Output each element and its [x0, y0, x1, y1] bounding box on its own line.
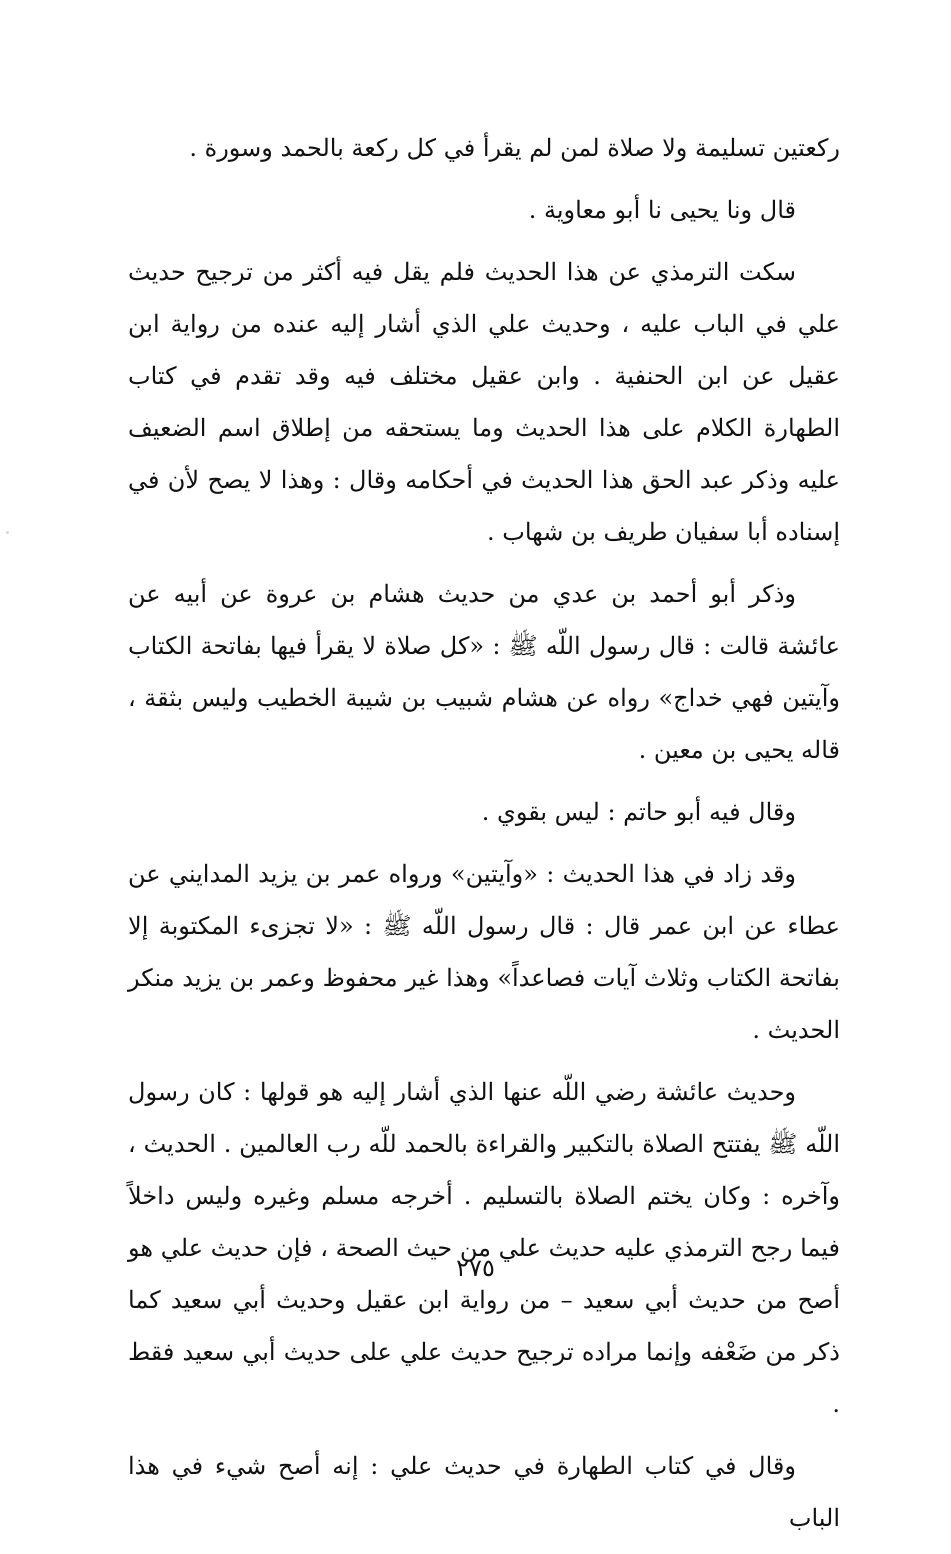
paragraph-continuation: ركعتين تسليمة ولا صلاة لمن لم يقرأ في كل ركعة بالحمد وسورة . [189, 134, 840, 162]
scan-speck [6, 531, 9, 534]
paragraph-tirmidhi-silence: سكت الترمذي عن هذا الحديث فلم يقل فيه أكثر من ترجيح حديث علي في الباب عليه ، وحديث علي الذي أشار إليه عنده من رواية ابن عقيل عن ابن الحنفية . وابن عقيل مختلف فيه وقد تقدم في كتاب الطهارة الكلام على هذا الحديث وما يستحقه من إطلاق اسم الضعيف عليه وذكر عبد الحق هذا الحديث في أحكامه وقال : وهذا لا يصح لأن في إسناده أبا سفيان طريف بن شهاب . [128, 258, 840, 546]
paragraph-ibn-adi-report: وذكر أبو أحمد بن عدي من حديث هشام بن عروة عن أبيه عن عائشة قالت : قال رسول اللّه ﷺ : «كل صلاة لا يقرأ فيها بفاتحة الكتاب وآيتين فهي خداج» رواه عن هشام شبيب بن شيبة الخطيب وليس بثقة ، قاله يحيى بن معين . [128, 580, 840, 764]
body-text [128, 122, 840, 1554]
paragraph-addition: وقد زاد في هذا الحديث : «وآيتين» ورواه عمر بن يزيد المدايني عن عطاء عن ابن عمر قال : قال رسول اللّه ﷺ : «لا تجزىء المكتوبة إلا بفاتحة الكتاب وثلاث آيات فصاعداً» وهذا غير محفوظ وعمر بن يزيد منكر الحديث . [128, 860, 840, 1044]
paragraph-abu-hatim: وقال فيه أبو حاتم : ليس بقوي . [481, 798, 796, 826]
page-number: ٢٧٥ [456, 1254, 495, 1282]
paragraph-aisha-hadith: وحديث عائشة رضي اللّه عنها الذي أشار إليه هو قولها : كان رسول اللّه ﷺ يفتتح الصلاة بالتكبير والقراءة بالحمد للّه رب العالمين . الحديث ، وآخره : وكان يختم الصلاة بالتسليم . أخرجه مسلم وغيره وليس داخلاً فيما رجح الترمذي عليه حديث علي من حيث الصحة ، فإن حديث علي هو أصح من حديث أبي سعيد – من رواية ابن عقيل وحديث أبي سعيد كما ذكر من ضَعْفه وإنما مراده ترجيح حديث علي على حديث أبي سعيد فقط . [128, 1078, 840, 1418]
paragraph-tahara-note: وقال في كتاب الطهارة في حديث علي : إنه أصح شيء في هذا الباب [128, 1452, 840, 1532]
paragraph-narration: قال ونا يحيى نا أبو معاوية . [528, 196, 796, 224]
